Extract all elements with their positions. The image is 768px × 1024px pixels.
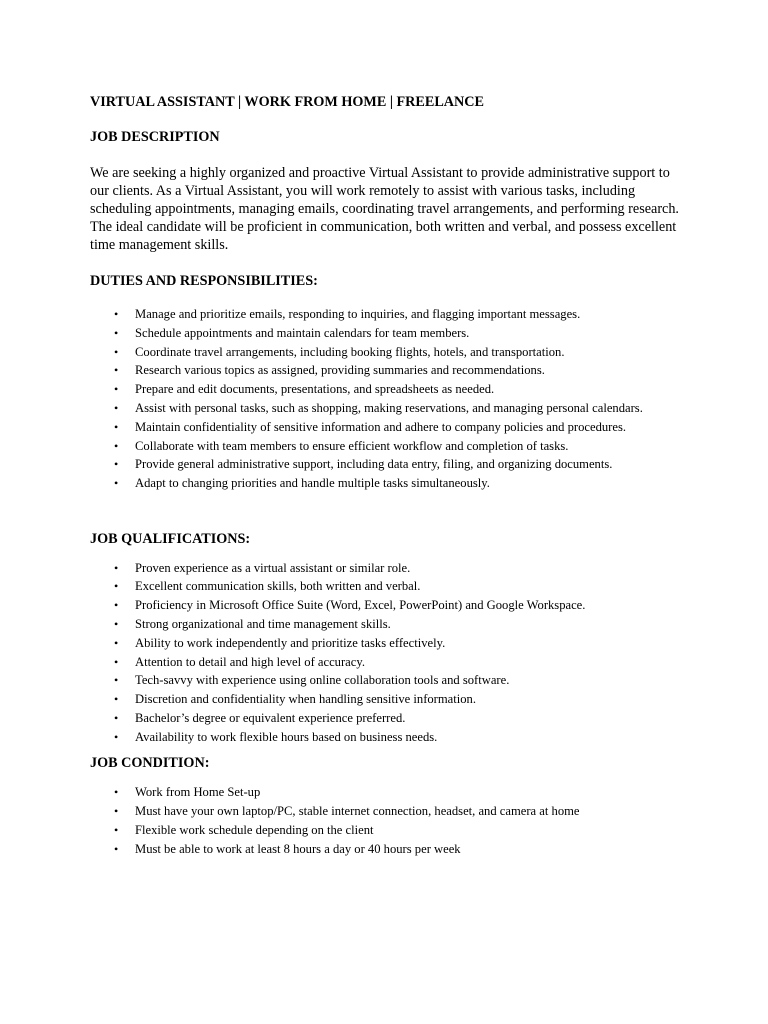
list-item-text: Bachelor’s degree or equivalent experience preferred. [135,711,406,726]
bullet-icon: • [114,729,119,744]
job-description-heading: JOB DESCRIPTION [90,129,220,145]
list-item-text: Collaborate with team members to ensure efficient workflow and completion of tasks. [135,438,569,453]
list-item-text: Flexible work schedule depending on the client [135,822,374,837]
list-item [90,306,690,324]
job-description-text: We are seeking a highly organized and proactive Virtual Assistant to provide administrative support to our clients. As a Virtual Assistant, you will work remotely to assist with various tasks, including scheduling appointments, managing emails, coordinating travel arrangements, and performing research. The ideal candidate will be proficient in communication, both written and verbal, and possess excellent time management skills. [90,165,679,253]
bullet-icon: • [114,579,119,594]
bullet-icon: • [114,476,119,491]
list-item [90,438,690,456]
document-body [90,93,690,860]
list-item [90,822,690,840]
list-item-text: Tech-savvy with experience using online collaboration tools and software. [135,673,510,688]
bullet-icon: • [114,841,119,856]
list-item-text: Manage and prioritize emails, responding to inquiries, and flagging important messages. [135,307,581,321]
bullet-icon: • [114,785,119,800]
list-item-text: Coordinate travel arrangements, including booking flights, hotels, and transportation. [135,344,565,359]
list-item-text: Strong organizational and time management skills. [135,617,391,632]
list-item [90,803,690,821]
list-item-text: Schedule appointments and maintain calendars for team members. [135,325,470,340]
document-title: VIRTUAL ASSISTANT | WORK FROM HOME | FREELANCE [90,94,484,110]
bullet-icon: • [114,711,119,726]
list-item [90,381,690,399]
list-item-text: Assist with personal tasks, such as shopping, making reservations, and managing personal calendars. [135,400,643,415]
bullet-icon: • [114,654,119,669]
bullet-icon: • [114,457,119,472]
list-item-text: Maintain confidentiality of sensitive information and adhere to company policies and procedures. [135,419,627,434]
list-item [90,578,690,596]
list-item-text: Discretion and confidentiality when handling sensitive information. [135,692,477,707]
bullet-icon: • [114,692,119,707]
list-item-text: Attention to detail and high level of accuracy. [135,654,365,669]
qualifications-heading: JOB QUALIFICATIONS: [90,530,251,547]
bullet-icon: • [114,822,119,837]
bullet-icon: • [114,804,119,819]
list-item [90,560,690,578]
list-item-text: Proven experience as a virtual assistant or similar role. [135,560,411,575]
list-item [90,616,690,634]
list-item-text: Research various topics as assigned, providing summaries and recommendations. [135,363,545,378]
duties-list [90,306,690,493]
bullet-icon: • [114,363,119,378]
list-item [90,419,690,437]
list-item [90,710,690,728]
bullet-icon: • [114,307,119,321]
list-item [90,475,690,493]
bullet-icon: • [114,400,119,415]
list-item-text: Availability to work flexible hours based on business needs. [135,729,438,744]
bullet-icon: • [114,617,119,632]
list-item-text: Excellent communication skills, both written and verbal. [135,579,421,594]
list-item [90,344,690,362]
list-item [90,672,690,690]
bullet-icon: • [114,438,119,453]
bullet-icon: • [114,419,119,434]
list-item [90,784,690,802]
list-item [90,325,690,343]
bullet-icon: • [114,598,119,613]
list-item-text: Ability to work independently and prioritize tasks effectively. [135,635,446,650]
condition-list [90,784,690,858]
list-item-text: Proficiency in Microsoft Office Suite (Word, Excel, PowerPoint) and Google Workspace. [135,598,586,613]
bullet-icon: • [114,382,119,397]
list-item-text: Provide general administrative support, including data entry, filing, and organizing documents. [135,457,613,472]
list-item [90,691,690,709]
list-item [90,654,690,672]
list-item-text: Prepare and edit documents, presentations, and spreadsheets as needed. [135,382,495,397]
bullet-icon: • [114,673,119,688]
list-item-text: Must have your own laptop/PC, stable internet connection, headset, and camera at home [135,804,580,819]
list-item [90,597,690,615]
list-item-text: Must be able to work at least 8 hours a day or 40 hours per week [135,841,461,856]
list-item-text: Work from Home Set-up [135,785,261,800]
condition-heading: JOB CONDITION: [90,755,210,772]
qualifications-list [90,560,690,747]
bullet-icon: • [114,344,119,359]
list-item [90,729,690,747]
duties-heading: DUTIES AND RESPONSIBILITIES: [90,273,318,289]
list-item-text: Adapt to changing priorities and handle multiple tasks simultaneously. [135,476,490,491]
bullet-icon: • [114,560,119,575]
list-item [90,400,690,418]
bullet-icon: • [114,325,119,340]
list-item [90,635,690,653]
bullet-icon: • [114,635,119,650]
list-item [90,841,690,859]
list-item [90,362,690,380]
list-item [90,456,690,474]
